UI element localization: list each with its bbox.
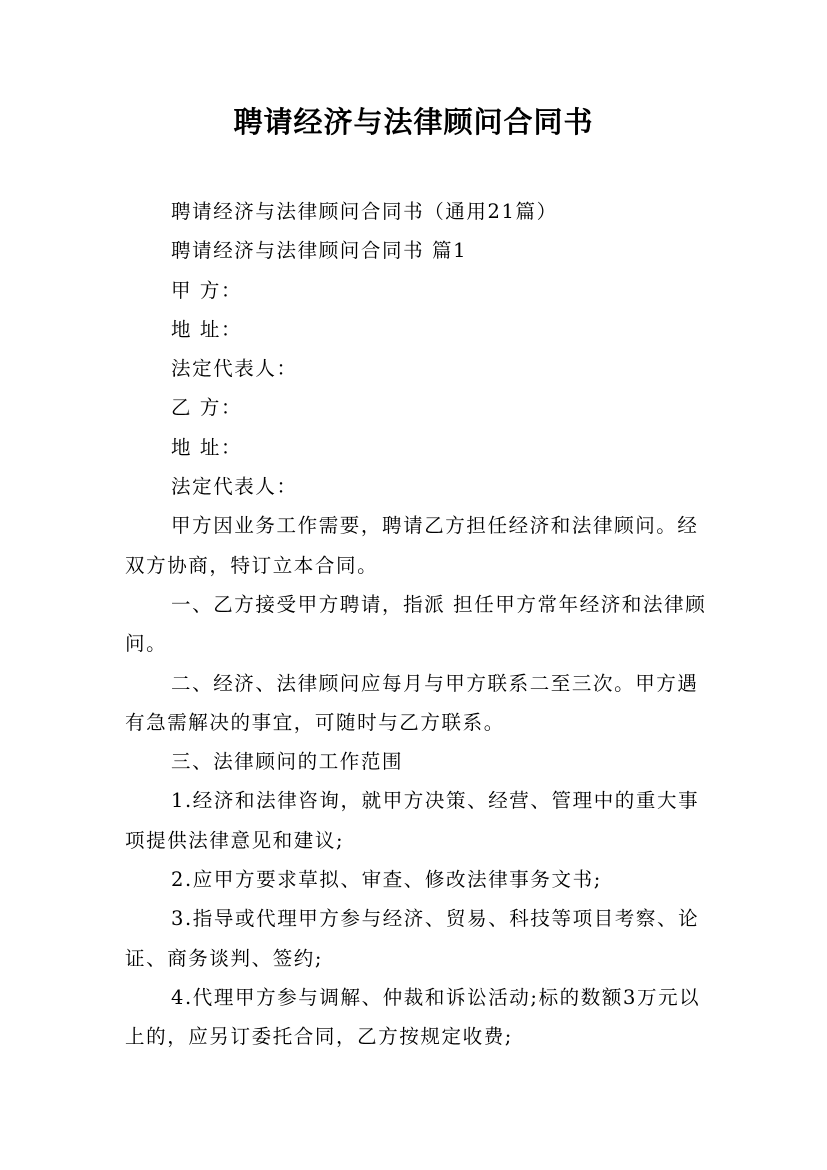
document-title: 聘请经济与法律顾问合同书 — [233, 105, 594, 139]
party-b-address-label: 地 址： — [171, 435, 243, 459]
preamble-paragraph: 甲方因业务工作需要，聘请乙方担任经济和法律顾问。经双方协商，特订立本合同。 — [125, 514, 699, 577]
subtitle-line: 聘请经济与法律顾问合同书（通用21篇） — [171, 200, 558, 223]
section-heading: 聘请经济与法律顾问合同书 篇1 — [171, 239, 468, 263]
clause-1: 一、乙方接受甲方聘请，指派 担任甲方常年经济和法律顾问。 — [125, 592, 707, 656]
clause-3-item-3: 3.指导或代理甲方参与经济、贸易、科技等项目考察、论证、商务谈判、签约; — [125, 907, 700, 970]
document-body — [125, 192, 710, 1057]
party-b-label: 乙 方： — [171, 396, 243, 420]
party-a-address-label: 地 址： — [171, 317, 243, 341]
clause-3-item-2: 2.应甲方要求草拟、审查、修改法律事务文书; — [171, 868, 602, 892]
clause-3-item-4: 4.代理甲方参与调解、仲裁和诉讼活动;标的数额3万元以上的，应另订委托合同，乙方按规定收费; — [125, 985, 701, 1049]
party-a-representative-label: 法定代表人： — [171, 357, 298, 381]
party-a-label: 甲 方： — [171, 278, 243, 302]
party-b-representative-label: 法定代表人： — [171, 475, 298, 499]
clause-3-item-1: 1.经济和法律咨询，就甲方决策、经营、管理中的重大事项提供法律意见和建议; — [125, 789, 700, 852]
clause-3-heading: 三、法律顾问的工作范围 — [171, 750, 404, 774]
clause-2: 二、经济、法律顾问应每月与甲方联系二至三次。甲方遇有急需解决的事宜，可随时与乙方联系。 — [125, 671, 699, 734]
